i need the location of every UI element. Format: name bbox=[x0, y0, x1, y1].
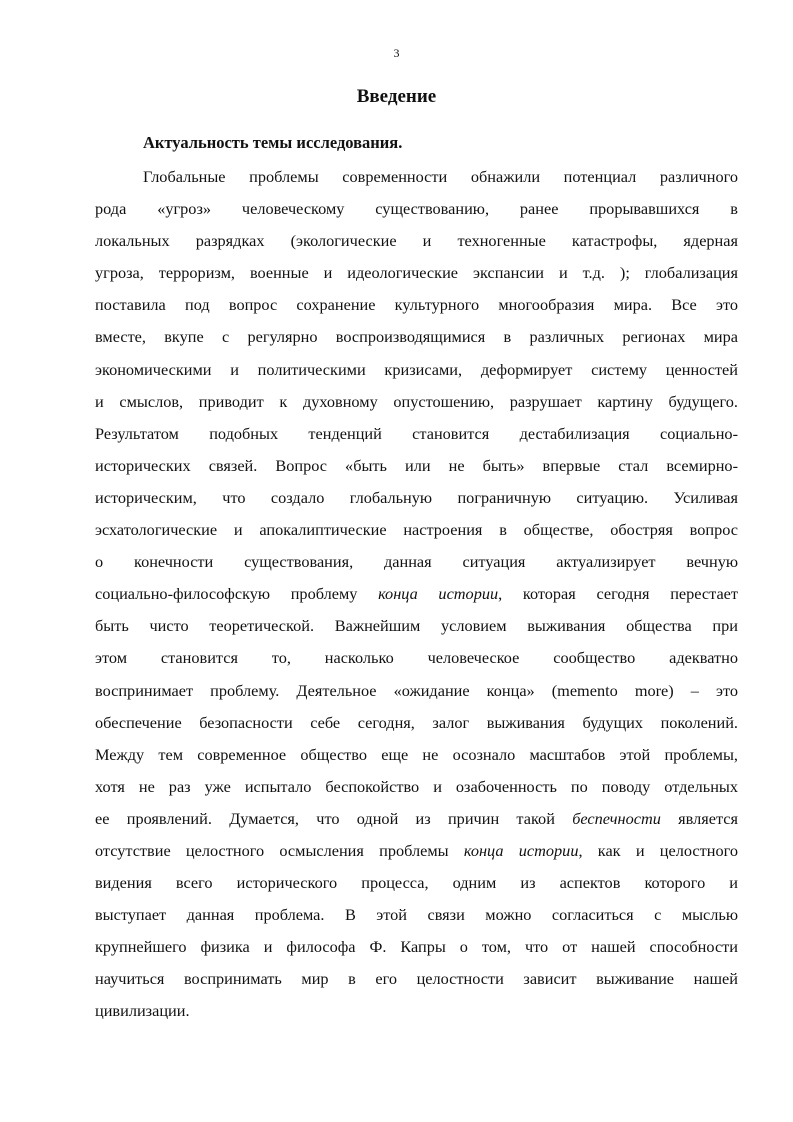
text-line: Глобальные проблемы современности обнажили потенциал различного bbox=[143, 167, 738, 186]
page-title: Введение bbox=[356, 86, 437, 107]
italic-term: конца истории bbox=[378, 584, 499, 604]
text-line: и смыслов, приводит к духовному опустошению, разрушает картину будущего. bbox=[95, 391, 738, 411]
body-paragraph bbox=[95, 161, 738, 1028]
italic-term: беспечности bbox=[572, 808, 661, 828]
text-segment: социально-философскую проблему bbox=[95, 584, 379, 604]
text-line: рода «угроз» человеческому существованию, ранее прорывавшихся в bbox=[95, 199, 738, 219]
text-line: локальных разрядках (экологические и техногенные катастрофы, ядерная bbox=[95, 231, 738, 251]
text-line: хотя не раз уже испытало беспокойство и озабоченность по поводу отдельных bbox=[95, 776, 738, 796]
text-line: выступает данная проблема. В этой связи можно согласиться с мыслью bbox=[95, 905, 738, 925]
text-line: видения всего исторического процесса, одним из аспектов которого и bbox=[95, 873, 738, 893]
text-line: воспринимает проблему. Деятельное «ожидание конца» (memento more) – это bbox=[95, 680, 738, 700]
text-line: научиться воспринимать мир в его целостности зависит выживание нашей bbox=[95, 969, 738, 989]
text-line: быть чисто теоретической. Важнейшим условием выживания общества при bbox=[95, 616, 738, 636]
text-line: Результатом подобных тенденций становится дестабилизация социально- bbox=[95, 423, 738, 443]
text-segment: является bbox=[660, 808, 738, 828]
text-line: крупнейшего физика и философа Ф. Капры о том, что от нашей способности bbox=[95, 937, 738, 957]
text-line: цивилизации. bbox=[95, 1001, 190, 1021]
text-line: этом становится то, насколько человеческое сообщество адекватно bbox=[95, 648, 738, 668]
text-line: исторических связей. Вопрос «быть или не быть» впервые стал всемирно- bbox=[95, 455, 738, 475]
text-line-mixed bbox=[95, 578, 738, 610]
text-line: обеспечение безопасности себе сегодня, залог выживания будущих поколений. bbox=[95, 712, 738, 732]
page-number: 3 bbox=[393, 46, 400, 60]
section-subtitle: Актуальность темы исследования. bbox=[143, 133, 403, 152]
text-segment: отсутствие целостного осмысления проблемы bbox=[95, 840, 464, 860]
text-line: Между тем современное общество еще не осознало масштабов этой проблемы, bbox=[95, 744, 738, 764]
text-segment: ее проявлений. Думается, что одной из причин такой bbox=[95, 808, 573, 828]
text-line: историческим, что создало глобальную пограничную ситуацию. Усиливая bbox=[95, 487, 738, 507]
text-line-mixed bbox=[95, 803, 738, 835]
text-line: вместе, вкупе с регулярно воспроизводящимися в различных регионах мира bbox=[95, 327, 738, 347]
text-segment: , как и целостного bbox=[578, 840, 738, 860]
text-line: о конечности существования, данная ситуация актуализирует вечную bbox=[95, 552, 738, 572]
text-line-mixed bbox=[95, 835, 738, 867]
text-line: эсхатологические и апокалиптические настроения в обществе, обостряя вопрос bbox=[95, 520, 738, 540]
text-line: поставила под вопрос сохранение культурного многообразия мира. Все это bbox=[95, 295, 738, 315]
text-line: угроза, терроризм, военные и идеологические экспансии и т.д. ); глобализация bbox=[95, 263, 738, 283]
text-line: экономическими и политическими кризисами, деформирует систему ценностей bbox=[95, 359, 738, 379]
text-segment: , которая сегодня перестает bbox=[498, 584, 739, 604]
italic-term: конца истории bbox=[463, 840, 579, 860]
